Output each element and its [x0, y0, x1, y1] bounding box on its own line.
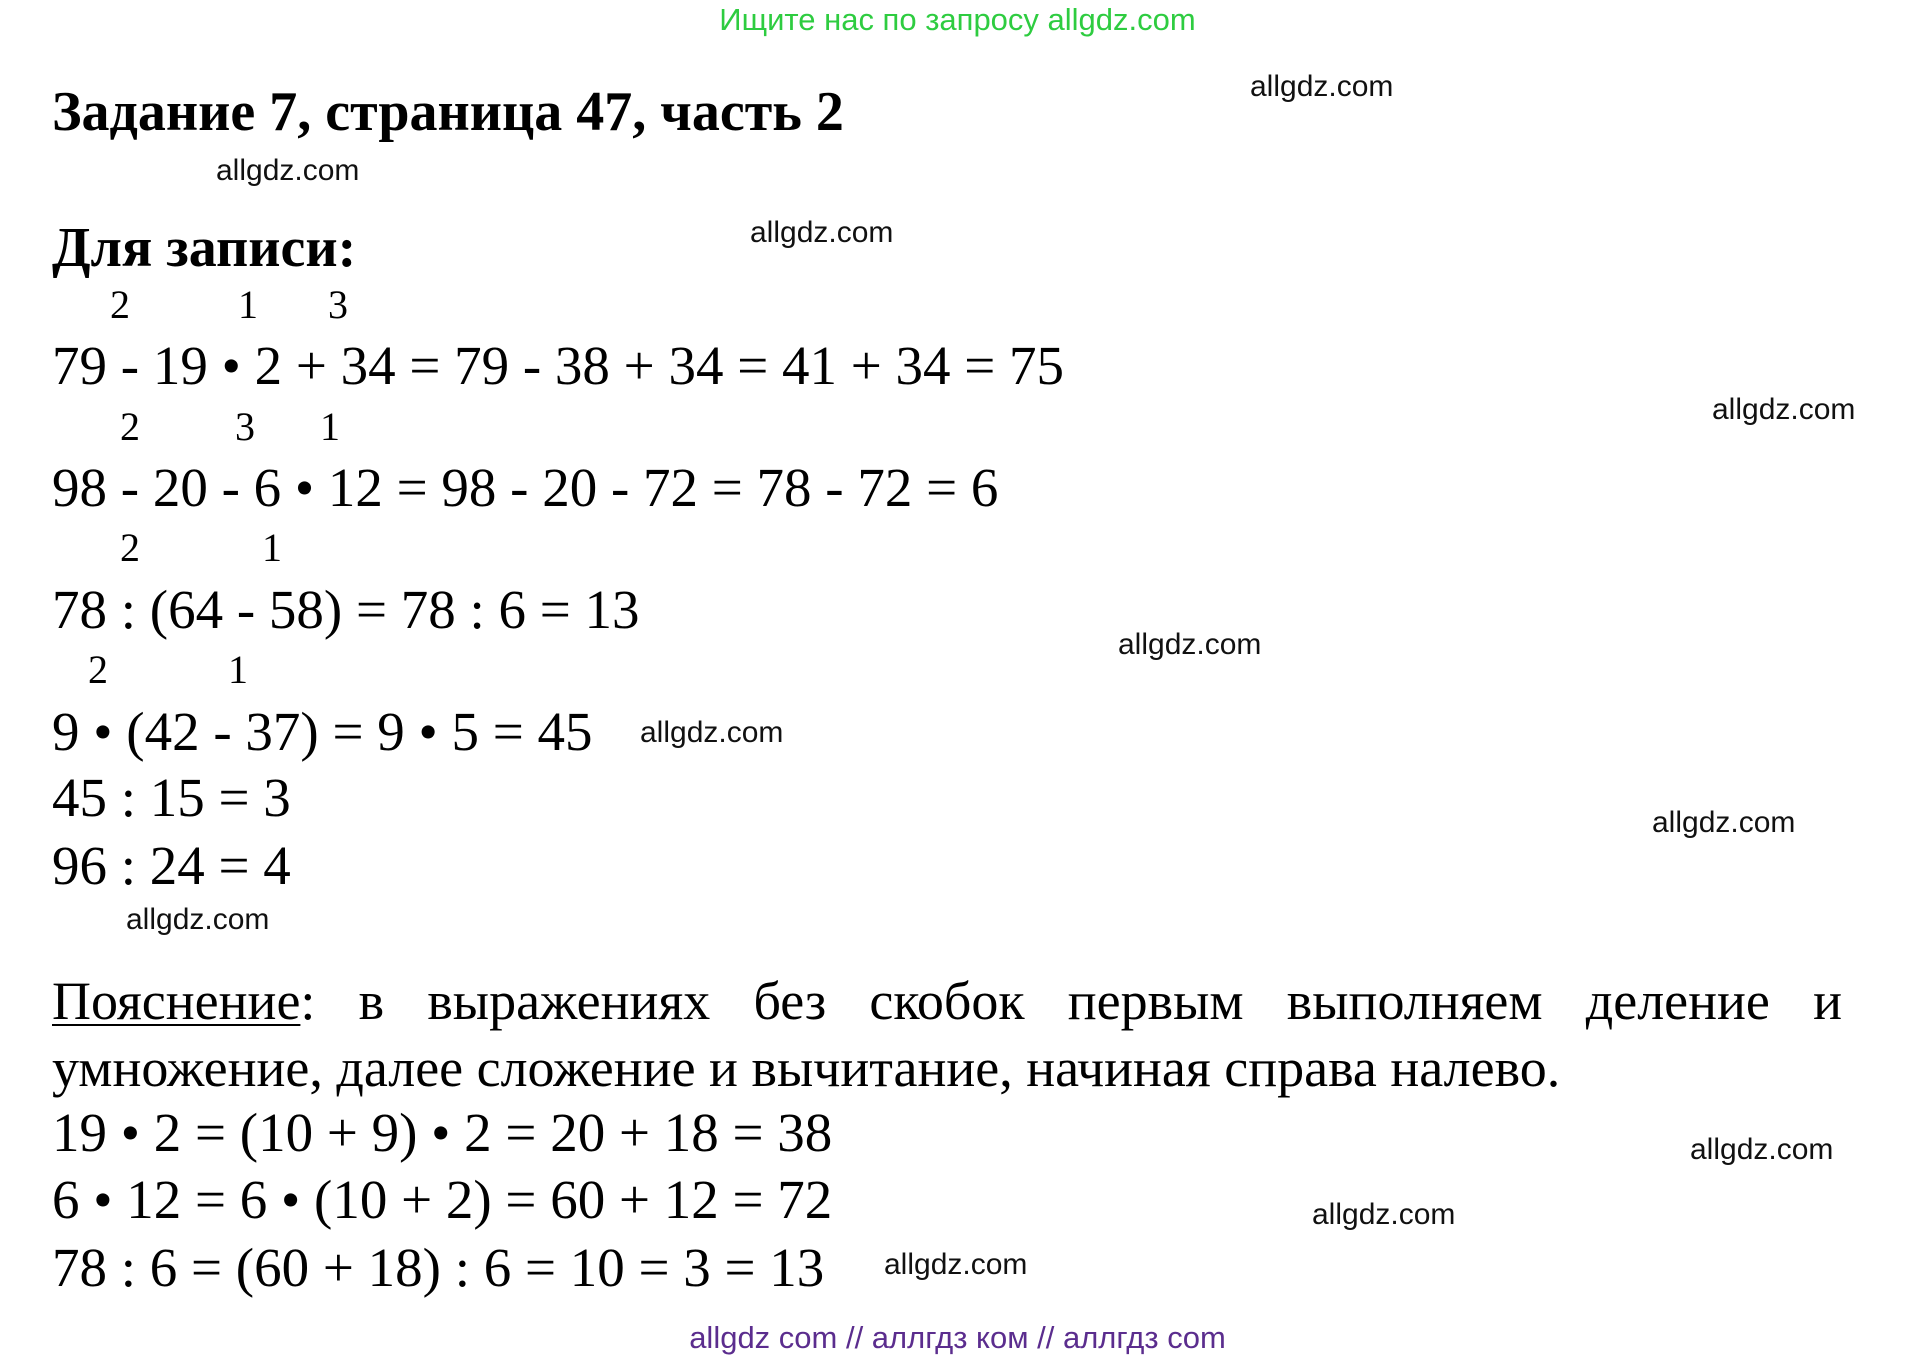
- explanation-label: Пояснение: [52, 971, 301, 1031]
- watermark: allgdz.com: [884, 1248, 1028, 1281]
- explanation-line: 78 : 6 = (60 + 18) : 6 = 10 = 3 = 13: [52, 1237, 825, 1298]
- order-number: 1: [228, 647, 248, 692]
- expression-line: 96 : 24 = 4: [52, 835, 291, 896]
- page-title: Задание 7, страница 47, часть 2: [52, 81, 844, 143]
- order-number: 3: [235, 404, 255, 449]
- expression-line: 45 : 15 = 3: [52, 767, 291, 828]
- order-number: 2: [120, 525, 140, 570]
- expression-line: 9 • (42 - 37) = 9 • 5 = 45: [52, 701, 593, 762]
- explanation-line: 6 • 12 = 6 • (10 + 2) = 60 + 12 = 72: [52, 1169, 833, 1230]
- expression-line: 79 - 19 • 2 + 34 = 79 - 38 + 34 = 41 + 34 = 75: [52, 335, 1064, 396]
- watermark: allgdz.com: [1118, 628, 1262, 661]
- watermark: allgdz.com: [1712, 393, 1856, 426]
- watermark: allgdz.com: [750, 216, 894, 249]
- watermark: allgdz.com: [1690, 1133, 1834, 1166]
- footer-links: allgdz com // аллгдз ком // аллгдз com: [689, 1320, 1226, 1355]
- explanation-paragraph: [52, 968, 1842, 1102]
- watermark: allgdz.com: [126, 903, 270, 936]
- order-number: 1: [238, 282, 258, 327]
- order-number: 1: [320, 404, 340, 449]
- explanation-line: 19 • 2 = (10 + 9) • 2 = 20 + 18 = 38: [52, 1102, 833, 1163]
- watermark: allgdz.com: [640, 716, 784, 749]
- watermark: allgdz.com: [1652, 806, 1796, 839]
- watermark: allgdz.com: [1312, 1198, 1456, 1231]
- section-heading: Для записи:: [52, 217, 357, 279]
- expression-line: 78 : (64 - 58) = 78 : 6 = 13: [52, 579, 640, 640]
- order-number: 2: [110, 282, 130, 327]
- expression-line: 98 - 20 - 6 • 12 = 98 - 20 - 72 = 78 - 72 = 6: [52, 457, 999, 518]
- order-number: 2: [88, 647, 108, 692]
- watermark: allgdz.com: [216, 154, 360, 187]
- order-number: 2: [120, 404, 140, 449]
- order-number: 3: [328, 282, 348, 327]
- explanation-text: : в выражениях без скобок первым выполняем деление и умножение, далее сложение и вычитание, начиная справа налево.: [52, 971, 1842, 1098]
- watermark: allgdz.com: [1250, 70, 1394, 103]
- top-banner: Ищите нас по запросу allgdz.com: [719, 2, 1196, 37]
- order-number: 1: [262, 525, 282, 570]
